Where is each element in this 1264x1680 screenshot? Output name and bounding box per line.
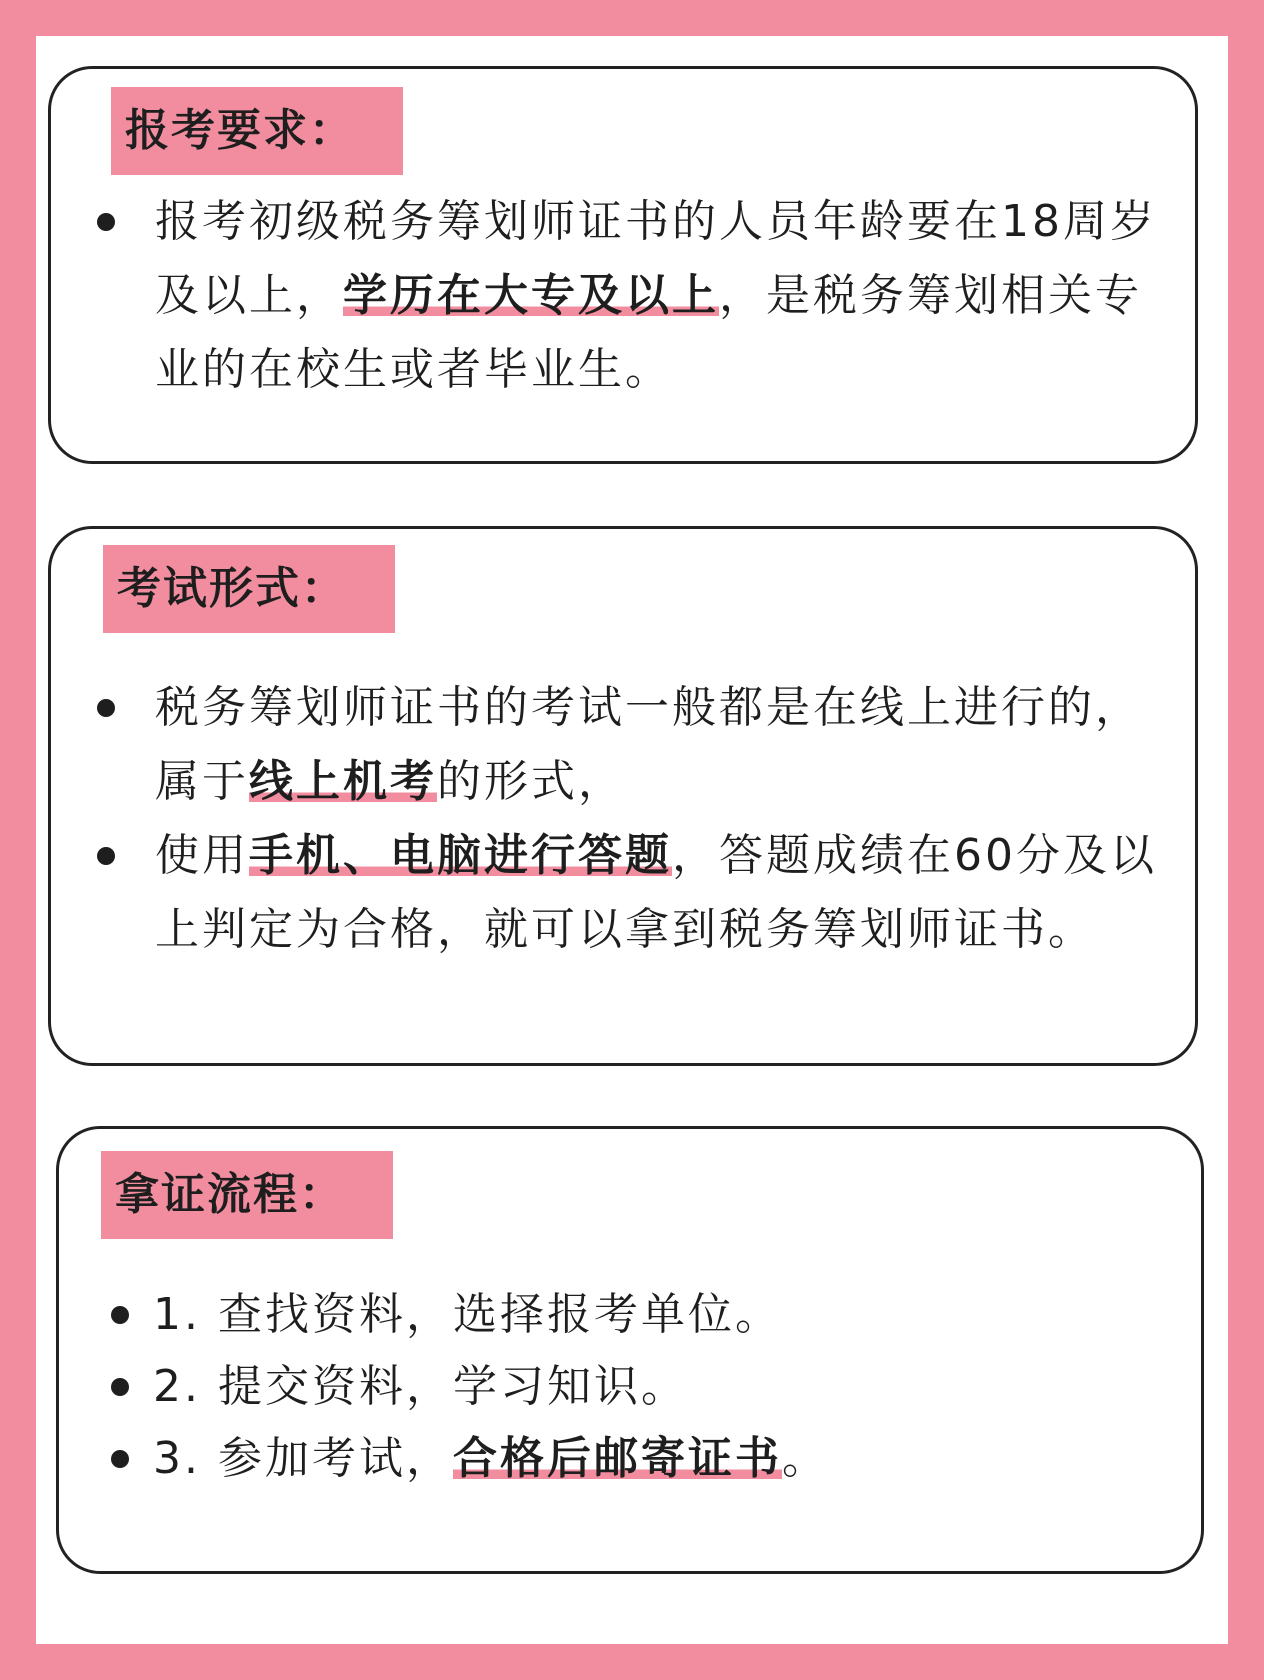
list-item: [89, 1279, 1173, 1351]
item-text: 1. 查找资料，选择报考单位。: [153, 1289, 782, 1340]
section-heading-requirements: 报考要求：: [111, 87, 403, 175]
bullet-icon: [97, 699, 115, 717]
requirements-card: [48, 66, 1198, 464]
bullet-icon: [111, 1378, 129, 1396]
bullet-icon: [111, 1306, 129, 1324]
item-text: 的形式，: [437, 756, 625, 807]
item-text: ，答题成绩在60分及以上判定为合格，就可以拿到税务筹划师证书。: [155, 830, 1157, 955]
item-text: 2. 提交资料，学习知识。: [153, 1361, 688, 1412]
requirements-list: [81, 185, 1167, 407]
item-text: 3. 参加考试，: [153, 1433, 453, 1484]
bullet-icon: [97, 847, 115, 865]
list-item: [89, 1351, 1173, 1423]
bullet-icon: [111, 1450, 129, 1468]
section-heading-exam-format: 考试形式：: [103, 545, 395, 633]
list-item: [81, 671, 1167, 819]
highlighted-text: 线上机考: [249, 756, 437, 807]
item-text: ，是税务筹划相关专业的在校生或者毕业生。: [155, 270, 1142, 395]
exam-format-card: [48, 526, 1198, 1066]
certificate-process-list: [89, 1279, 1173, 1495]
exam-format-list: [81, 671, 1167, 967]
list-item: [81, 185, 1167, 407]
list-item: [89, 1423, 1173, 1495]
list-item: [81, 819, 1167, 967]
bullet-icon: [97, 213, 115, 231]
highlighted-text: 手机、电脑进行答题: [249, 830, 672, 881]
item-text: 使用: [155, 830, 249, 881]
highlighted-text: 学历在大专及以上: [343, 270, 719, 321]
item-text: 税务筹划师证书的考试一般都是在线上进行的，属于: [155, 682, 1142, 807]
section-heading-certificate-process: 拿证流程：: [101, 1151, 393, 1239]
item-text: 报考初级税务筹划师证书的人员年龄要在18周岁及以上，: [155, 196, 1157, 321]
item-text: 。: [781, 1433, 829, 1484]
page-background: [36, 36, 1228, 1644]
highlighted-text: 合格后邮寄证书: [452, 1433, 782, 1484]
certificate-process-card: [56, 1126, 1204, 1574]
